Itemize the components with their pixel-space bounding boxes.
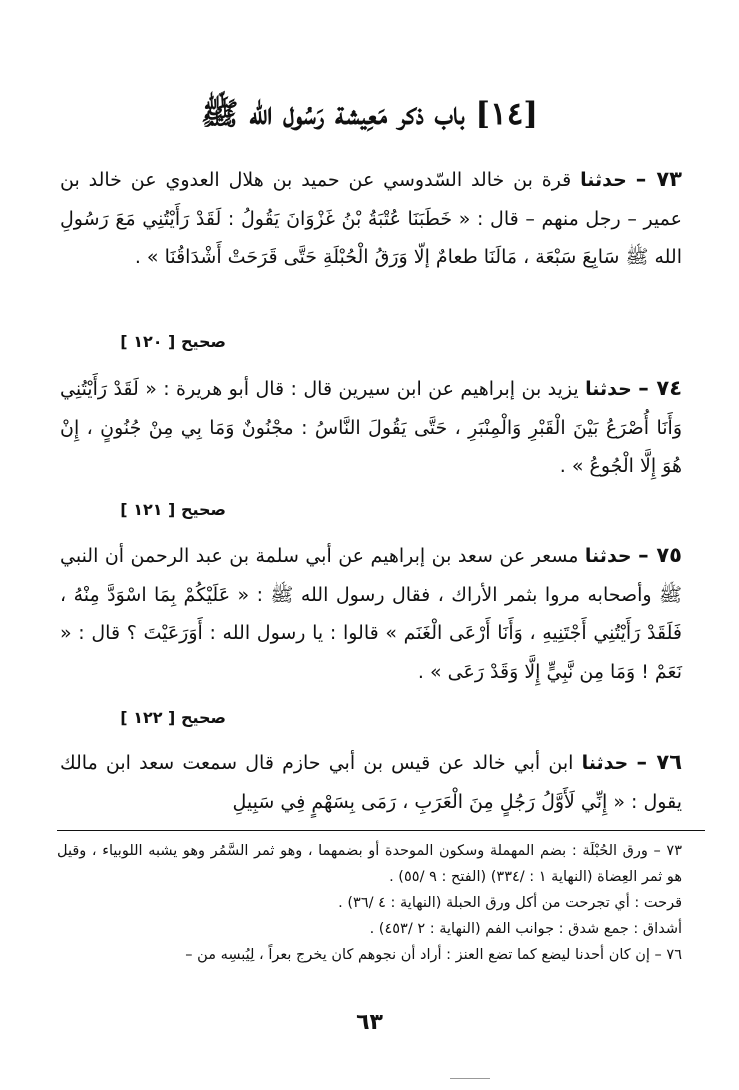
hadith-text: مسعر عن سعد بن إبراهيم عن أبي سلمة بن عبد الرحمن أن النبي ﷺ وأصحابه مروا بثمر الأراك ، فقال رسول الله ﷺ : « عَلَيْكُمْ بِمَا اسْوَدَّ مِنْهُ ، فَلَقَدْ رَأَيْتُنِي أَجْتَنِيهِ ، وَأَنَا أَرْعَى الْغَنَم » قالوا : يا رسول الله : أَوَرَعَيْتَ ؟ قال : « نَعَمْ ! وَمَا مِن نَّبِيٍّ إِلَّا وَقَدْ رَعَى » . (60, 545, 682, 683)
hadith-grade: صحيح [ ١٢٠ ] (120, 332, 226, 351)
footnote: أشداق : جمع شدق : جوانب الفم (النهاية : ٢ /٤٥٣) . (369, 921, 682, 937)
hadith-lead: حدثنا (585, 378, 632, 400)
hadith-grade: صحيح [ ١٢٢ ] (120, 708, 226, 727)
hadith-76 (60, 743, 682, 821)
hadith-number: ٧٤ – (638, 376, 683, 400)
hadith-74 (60, 369, 682, 486)
hadith-lead: حدثنا (580, 169, 627, 191)
hadith-75 (60, 536, 682, 691)
footnote: قرحت : أي تجرحت من أكل ورق الحبلة (النهاية : ٤ /٣٦) . (338, 895, 682, 911)
footnote: ٧٦ – إن كان أحدنا ليضع كما تضع العنز : أراد أن نجوهم كان يخرج بعراً ، لِيُبسِه من – (185, 947, 682, 963)
hadith-number: ٧٣ – (635, 167, 682, 191)
hadith-lead: حدثنا (581, 752, 629, 774)
hadith-number: ٧٦ – (636, 750, 683, 774)
footnote: ٧٣ – ورق الحُبْلَة : بضم المهملة وسكون الموحدة أو بضمهما ، وهو ثمر السَّمُر وهو يشبه اللوبياء ، وقيل هو ثمر العِضاة (النهاية ١ : /٣٣٤) (الفتح : ٩ /٥٥) . (57, 843, 682, 885)
footnote-divider (57, 830, 705, 831)
chapter-title: [١٤] باب ذكر مَعِيشة رَسُول الله ﷺ (200, 96, 539, 132)
hadith-73 (60, 160, 682, 277)
hadith-grade: صحيح [ ١٢١ ] (120, 500, 226, 519)
hadith-number: ٧٥ – (638, 543, 682, 567)
footnotes (57, 838, 682, 968)
hadith-text: يزيد بن إبراهيم عن ابن سيرين قال : قال أبو هريرة : « لَقَدْ رَأَيْتُنِي وَأَنَا أُصْرَعُ بَيْنَ الْقَبْرِ وَالْمِنْبَرِ ، حَتَّى يَقُولَ النَّاسُ : مجْنُونٌ وَمَا بِي مِنْ جُنُونٍ ، إِنْ هُوَ إِلَّا الْجُوعُ » . (60, 378, 682, 477)
page-number: ٦٣ (356, 1010, 383, 1035)
hadith-text: ابن أبي خالد عن قيس بن أبي حازم قال سمعت سعد ابن مالك يقول : « إِنِّي لَأَوَّلُ رَجُلٍ مِنَ الْعَرَبِ ، رَمَى بِسَهْمٍ فِي سَبِيلِ (60, 752, 682, 813)
hadith-lead: حدثنا (584, 545, 632, 567)
scan-mark (450, 1078, 490, 1079)
hadith-text: قرة بن خالد السّدوسي عن حميد بن هلال العدوي عن خالد بن عمير – رجل منهم – قال : « خَطَبَنَا عُتْبَةُ بْنُ غَزْوَانَ يَقُولُ : لَقَدْ رَأَيْتُنِي مَعَ رَسُولِ الله ﷺ سَابِعَ سَبْعَة ، مَالَنَا طعامٌ إلّا وَرَقُ الْحُبْلَةِ حَتَّى قَرَحَتْ أَشْدَاقُنَا » . (60, 169, 682, 268)
